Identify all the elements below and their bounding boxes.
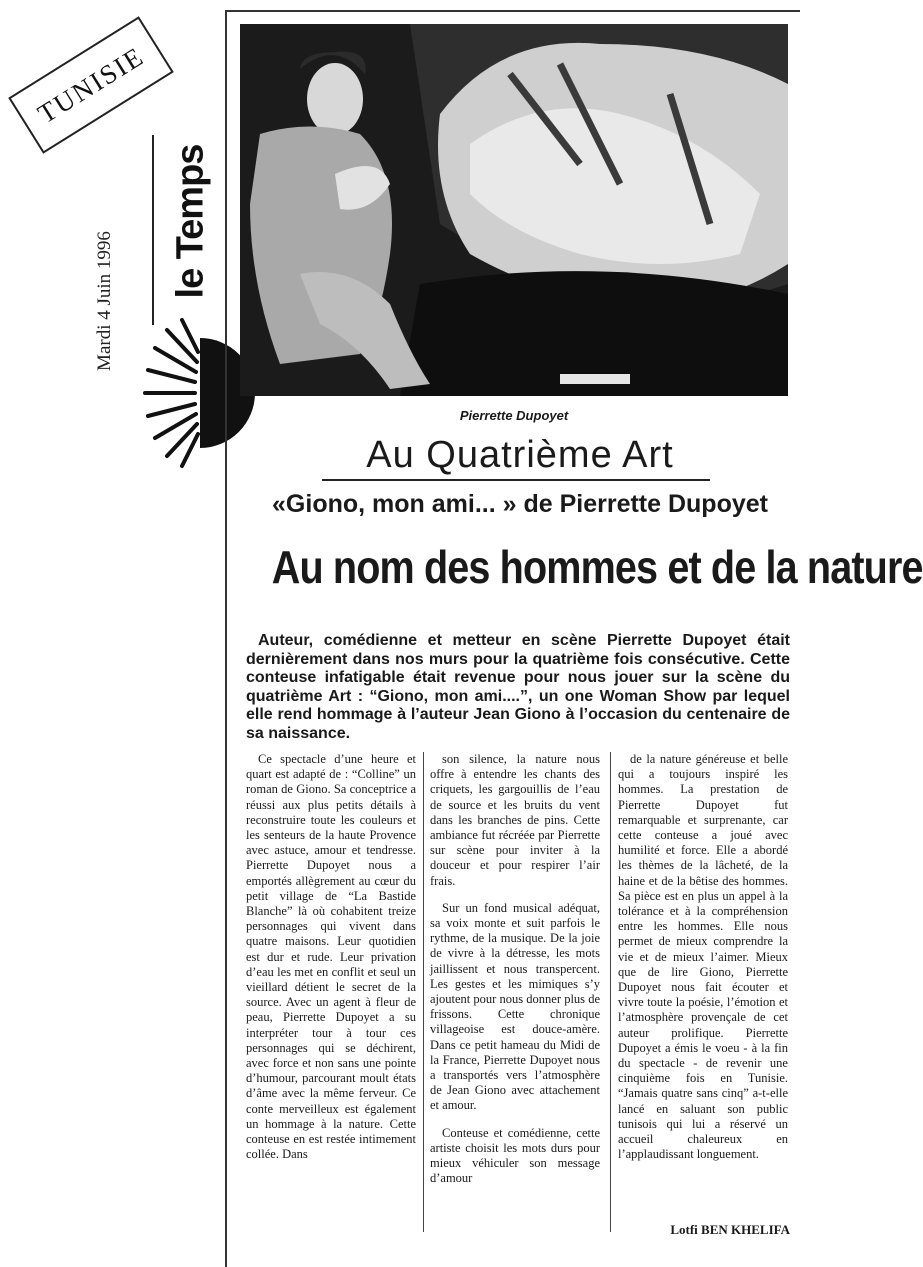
column-divider (610, 752, 611, 1232)
article-column-3 (618, 752, 788, 1162)
column-1-paragraph-1: Ce spectacle d’une heure et quart est adapté de : “Colline” un roman de Giono. Sa conceptrice a réussi aux plus petits détails à reconstruire toute les couleurs et les senteurs de la haute Provence avec astuce, amour et tendresse. Pierrette Dupoyet nous a emportés allègrement au cœur du petit village de “La Bastide Blanche” là où cohabitent treize personnages qui vivent dans quatre maisons. Leur quotidien est dur et rude. Leur privation d’eau les met en conflit et seul un vieillard détient le secret de la source. Avec un agent à fleur de peau, Pierrette Dupoyet a su interpréter tour à tour ces personnages qui se déchirent, avec force et non sans une pointe d’humour, parcourant moult états d’âme avec la même ferveur. Ce conte merveilleux est également un hommage à la nature. Cette conteuse en est restée intimement collée. Dans (246, 752, 416, 1162)
stamp-text: TUNISIE (32, 40, 150, 129)
article-headline: Au nom des hommes et de la nature (271, 541, 923, 593)
column-2-paragraph-1: son silence, la nature nous offre à entendre les chants des criquets, les gargouillis de l’eau de source et les bruits du vent dans les branches de pins. Cette ambiance fut récréée par Pierrette sur scène pour inviter à la douceur et pour respirer l’air frais. (430, 752, 600, 888)
article-column-1 (246, 752, 416, 1162)
column-divider (423, 752, 424, 1232)
newspaper-name: le Temps (169, 144, 212, 299)
article-lead: Auteur, comédienne et metteur en scène Pierrette Dupoyet était dernièrement dans nos murs pour la quatrième fois consécutive. Cette conteuse infatigable était revenue pour nous jouer sur la scène du quatrième Art : “Giono, mon ami....”, un one Woman Show par lequel elle rend hommage à l’auteur Jean Giono à l’occasion du centenaire de sa naissance. (246, 632, 790, 742)
tunisie-stamp (8, 16, 174, 154)
publication-date: Mardi 4 Juin 1996 (94, 231, 115, 371)
sun-logo-icon (140, 318, 230, 468)
article-column-2 (430, 752, 600, 1186)
author-signature: Lotfi BEN KHELIFA (670, 1222, 790, 1237)
photo-caption: Pierrette Dupoyet (459, 408, 569, 423)
section-title: Au Quatrième Art (366, 434, 674, 476)
column-3-paragraph-1: de la nature généreuse et belle qui a toujours inspiré les hommes. La prestation de Pierrette Dupoyet fut remarquable et surprenante, car cette conteuse a joué avec humilité et force. Elle a abordé les thèmes de la lâcheté, de la haine et de la bêtise des hommes. Sa pièce est en plus un appel à la tolérance et à la compréhension entre les hommes. Elle nous permet de mieux comprendre la vie et de mieux l’aimer. Mieux que de lire Giono, Pierrette Dupoyet nous fait écouter et vivre toute la poésie, l’émotion et l’atmosphère provençale de cet auteur prolifique. Pierrette Dupoyet a émis le voeu - à la fin du spectacle - de revenir une cinquième fois en Tunisie. “Jamais quatre sans cinq” a-t-elle lancé en saluant son public tunisois qui lui a réservé un accueil chaleureux en l’applaudissant longuement. (618, 752, 788, 1162)
article-kicker: «Giono, mon ami... » de Pierrette Dupoyet (272, 490, 768, 518)
frame-top-rule (225, 10, 800, 12)
column-2-paragraph-3: Conteuse et comédienne, cette artiste choisit les mots durs pour mieux véhiculer son message d’amour (430, 1125, 600, 1186)
section-title-underline (322, 479, 710, 481)
masthead-rule (152, 135, 154, 325)
column-2-paragraph-2: Sur un fond musical adéquat, sa voix monte et suit parfois le rythme, de la musique. De la joie de vivre à la détresse, les mots jaillissent et nous transpercent. Les gestes et les mimiques s’y ajoutent pour nous donner plus de frissons. Cette chronique villageoise est douce-amère. Dans ce petit hameau du Midi de la France, Pierrette Dupoyet nous a transportés vers l’atmosphère de Jean Giono avec attachement et amour. (430, 900, 600, 1113)
performance-photo (240, 24, 788, 396)
frame-left-rule (225, 10, 227, 1267)
